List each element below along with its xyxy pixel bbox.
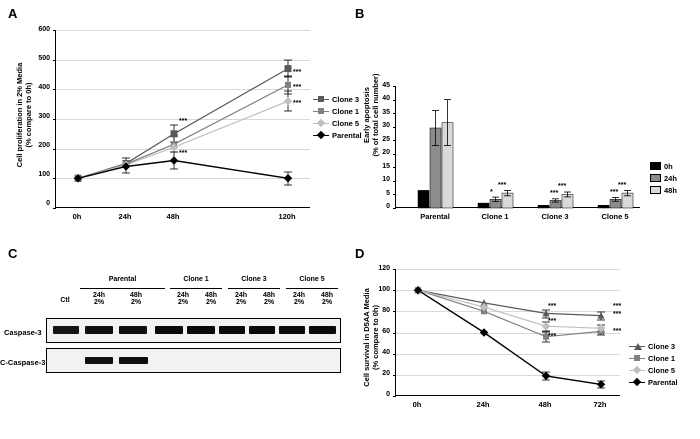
panel-c-lane-c3-48: 48h 2% — [262, 292, 276, 306]
panel-b-sig-3: *** — [550, 190, 559, 197]
panel-d-ytick-0: 0 — [386, 391, 390, 398]
panel-c-group-clone3: Clone 3 — [241, 276, 267, 283]
legend-label-clone5: Clone 5 — [332, 118, 360, 128]
panel-c-lane-c3-24: 24h 2% — [234, 292, 248, 306]
panel-d-ytick-120: 120 — [378, 265, 390, 272]
legend-key-48h — [650, 186, 661, 194]
panel-d-y-axis-title: Cell survival in D5AA Media (% compare to 0h) — [362, 288, 380, 387]
band-cc3-lane2 — [85, 357, 113, 364]
panel-a-ytick-500: 500 — [38, 55, 50, 62]
band-c3-lane2 — [85, 326, 113, 334]
panel-a-ytick-300: 300 — [38, 113, 50, 120]
panel-d-plot — [395, 269, 620, 396]
legend-label-0h: 0h — [664, 161, 673, 171]
band-c3-lane7 — [249, 326, 275, 334]
panel-c-group-clone5: Clone 5 — [299, 276, 325, 283]
panel-a-ytick-100: 100 — [38, 171, 50, 178]
legend-item-0h[interactable] — [650, 160, 677, 172]
panel-c-group-clone1: Clone 1 — [183, 276, 209, 283]
legend-item-clone5[interactable] — [313, 117, 362, 129]
panel-a-sig-4: *** — [293, 84, 302, 91]
panel-b-xtick-clone3: Clone 3 — [541, 212, 569, 221]
panel-d-letter: D — [355, 246, 365, 261]
panel-b-bars-svg — [396, 86, 641, 208]
panel-a-legend — [313, 93, 362, 141]
legend-label-d-parental: Parental — [648, 377, 678, 387]
panel-c-lane-p48: 48h 2% — [129, 292, 143, 306]
panel-b-xtick-clone5: Clone 5 — [601, 212, 629, 221]
panel-a-ytick-0: 0 — [46, 200, 50, 207]
legend-label-parental: Parental — [332, 130, 362, 140]
band-c3-lane6 — [219, 326, 245, 334]
panel-c-lane-c5-48: 48h 2% — [320, 292, 334, 306]
panel-c-lane-c5-24: 24h 2% — [292, 292, 306, 306]
panel-b-plot — [395, 86, 640, 208]
panel-b-ytick-35: 35 — [382, 109, 390, 116]
legend-key-d-clone5 — [629, 365, 645, 375]
panel-a-ytick-200: 200 — [38, 142, 50, 149]
panel-c-rule-clone3 — [228, 288, 280, 289]
legend-item-d-clone3[interactable] — [629, 340, 678, 352]
band-c3-lane8 — [279, 326, 305, 334]
legend-item-d-clone5[interactable] — [629, 364, 678, 376]
panel-b-xtick-clone1: Clone 1 — [481, 212, 509, 221]
panel-c-row-label-ccaspase3: C-Caspase-3 — [0, 358, 46, 367]
legend-label-d-clone3: Clone 3 — [648, 341, 676, 351]
panel-c-blot-caspase3 — [46, 318, 341, 343]
panel-d-sig-4: *** — [613, 303, 622, 310]
panel-b-letter: B — [355, 6, 365, 21]
panel-b-legend — [650, 160, 677, 196]
panel-a-sig-5: *** — [293, 100, 302, 107]
legend-key-clone3 — [313, 94, 329, 104]
panel-b-ytick-10: 10 — [382, 176, 390, 183]
legend-label-48h: 48h — [664, 185, 677, 195]
panel-b-ytick-40: 40 — [382, 95, 390, 102]
legend-item-48h[interactable] — [650, 184, 677, 196]
panel-a-sig-1: *** — [179, 118, 188, 125]
legend-key-24h — [650, 174, 661, 182]
legend-item-d-parental[interactable] — [629, 376, 678, 388]
panel-b-ytick-20: 20 — [382, 149, 390, 156]
panel-d-ytick-60: 60 — [382, 328, 390, 335]
panel-b-xtick-parental: Parental — [420, 212, 450, 221]
panel-a-xtick-0h: 0h — [72, 212, 82, 221]
panel-a-ytick-600: 600 — [38, 26, 50, 33]
band-c3-lane9 — [309, 326, 336, 334]
band-c3-lane3 — [119, 326, 147, 334]
legend-key-d-parental — [629, 377, 645, 387]
panel-d-sig-2: *** — [548, 318, 557, 325]
panel-d-sig-5: *** — [613, 311, 622, 318]
panel-d-sig-6: *** — [613, 328, 622, 335]
panel-c-lane-c1-24: 24h 2% — [176, 292, 190, 306]
panel-d-xtick-24h: 24h — [476, 400, 490, 409]
legend-key-clone1 — [313, 106, 329, 116]
panel-b-sig-2: *** — [498, 182, 507, 189]
panel-b-ytick-15: 15 — [382, 163, 390, 170]
panel-c-lane-c1-48: 48h 2% — [204, 292, 218, 306]
panel-a-letter: A — [8, 6, 18, 21]
panel-a-xtick-120h: 120h — [278, 212, 296, 221]
panel-d-sig-3: *** — [548, 333, 557, 340]
legend-label-clone1: Clone 1 — [332, 106, 360, 116]
panel-c-lane-ctl: Ctl — [60, 297, 70, 304]
legend-key-d-clone3 — [629, 341, 645, 351]
legend-label-d-clone5: Clone 5 — [648, 365, 676, 375]
panel-b-ytick-5: 5 — [386, 190, 390, 197]
panel-d-ytick-40: 40 — [382, 349, 390, 356]
panel-d-xtick-48h: 48h — [538, 400, 552, 409]
panel-a-sig-2: *** — [179, 150, 188, 157]
panel-b-sig-6: *** — [618, 182, 627, 189]
legend-item-d-clone1[interactable] — [629, 352, 678, 364]
panel-b-ytick-0: 0 — [386, 203, 390, 210]
legend-label-clone3: Clone 3 — [332, 94, 360, 104]
panel-b-sig-1: * — [490, 189, 493, 196]
legend-key-clone5 — [313, 118, 329, 128]
legend-label-d-clone1: Clone 1 — [648, 353, 676, 363]
panel-a-sig-3: *** — [293, 69, 302, 76]
panel-c-letter: C — [8, 246, 18, 261]
panel-c-rule-clone1 — [170, 288, 222, 289]
panel-c-blot-ccaspase3 — [46, 348, 341, 373]
panel-c-lane-p24: 24h 2% — [92, 292, 106, 306]
panel-d-ytick-20: 20 — [382, 370, 390, 377]
legend-item-24h[interactable] — [650, 172, 677, 184]
panel-d-xtick-72h: 72h — [593, 400, 607, 409]
legend-item-clone3[interactable] — [313, 93, 362, 105]
legend-item-clone1[interactable] — [313, 105, 362, 117]
panel-d-ytick-80: 80 — [382, 307, 390, 314]
legend-key-parental — [313, 130, 329, 140]
band-c3-lane5 — [187, 326, 215, 334]
panel-a-ytick-400: 400 — [38, 84, 50, 91]
panel-c-rule-clone5 — [286, 288, 338, 289]
panel-b-sig-5: *** — [610, 189, 619, 196]
panel-c-rule-parental — [80, 288, 165, 289]
panel-d-xtick-0h: 0h — [412, 400, 422, 409]
panel-b-ytick-45: 45 — [382, 82, 390, 89]
panel-d-ytick-100: 100 — [378, 286, 390, 293]
panel-a-xtick-48h: 48h — [166, 212, 180, 221]
panel-a-y-axis-title: Cell proliferation in 2% Media (% compare to 0h) — [15, 62, 33, 168]
panel-b-y-axis-title: Early apoptosis (% of total cell number) — [362, 73, 380, 157]
panel-a-xtick-24h: 24h — [118, 212, 132, 221]
panel-b-ytick-25: 25 — [382, 136, 390, 143]
panel-b-sig-4: *** — [558, 183, 567, 190]
legend-label-24h: 24h — [664, 173, 677, 183]
panel-c-group-parental: Parental — [108, 276, 137, 283]
panel-b-ytick-30: 30 — [382, 122, 390, 129]
band-cc3-lane3 — [119, 357, 148, 364]
panel-d-sig-1: *** — [548, 303, 557, 310]
panel-c-row-label-caspase3: Caspase-3 — [4, 328, 42, 337]
legend-item-parental[interactable] — [313, 129, 362, 141]
legend-key-d-clone1 — [629, 353, 645, 363]
band-c3-lane4 — [155, 326, 183, 334]
legend-key-0h — [650, 162, 661, 170]
band-c3-lane1 — [53, 326, 79, 334]
panel-d-legend — [629, 340, 678, 388]
panel-d-series-svg — [396, 269, 621, 396]
